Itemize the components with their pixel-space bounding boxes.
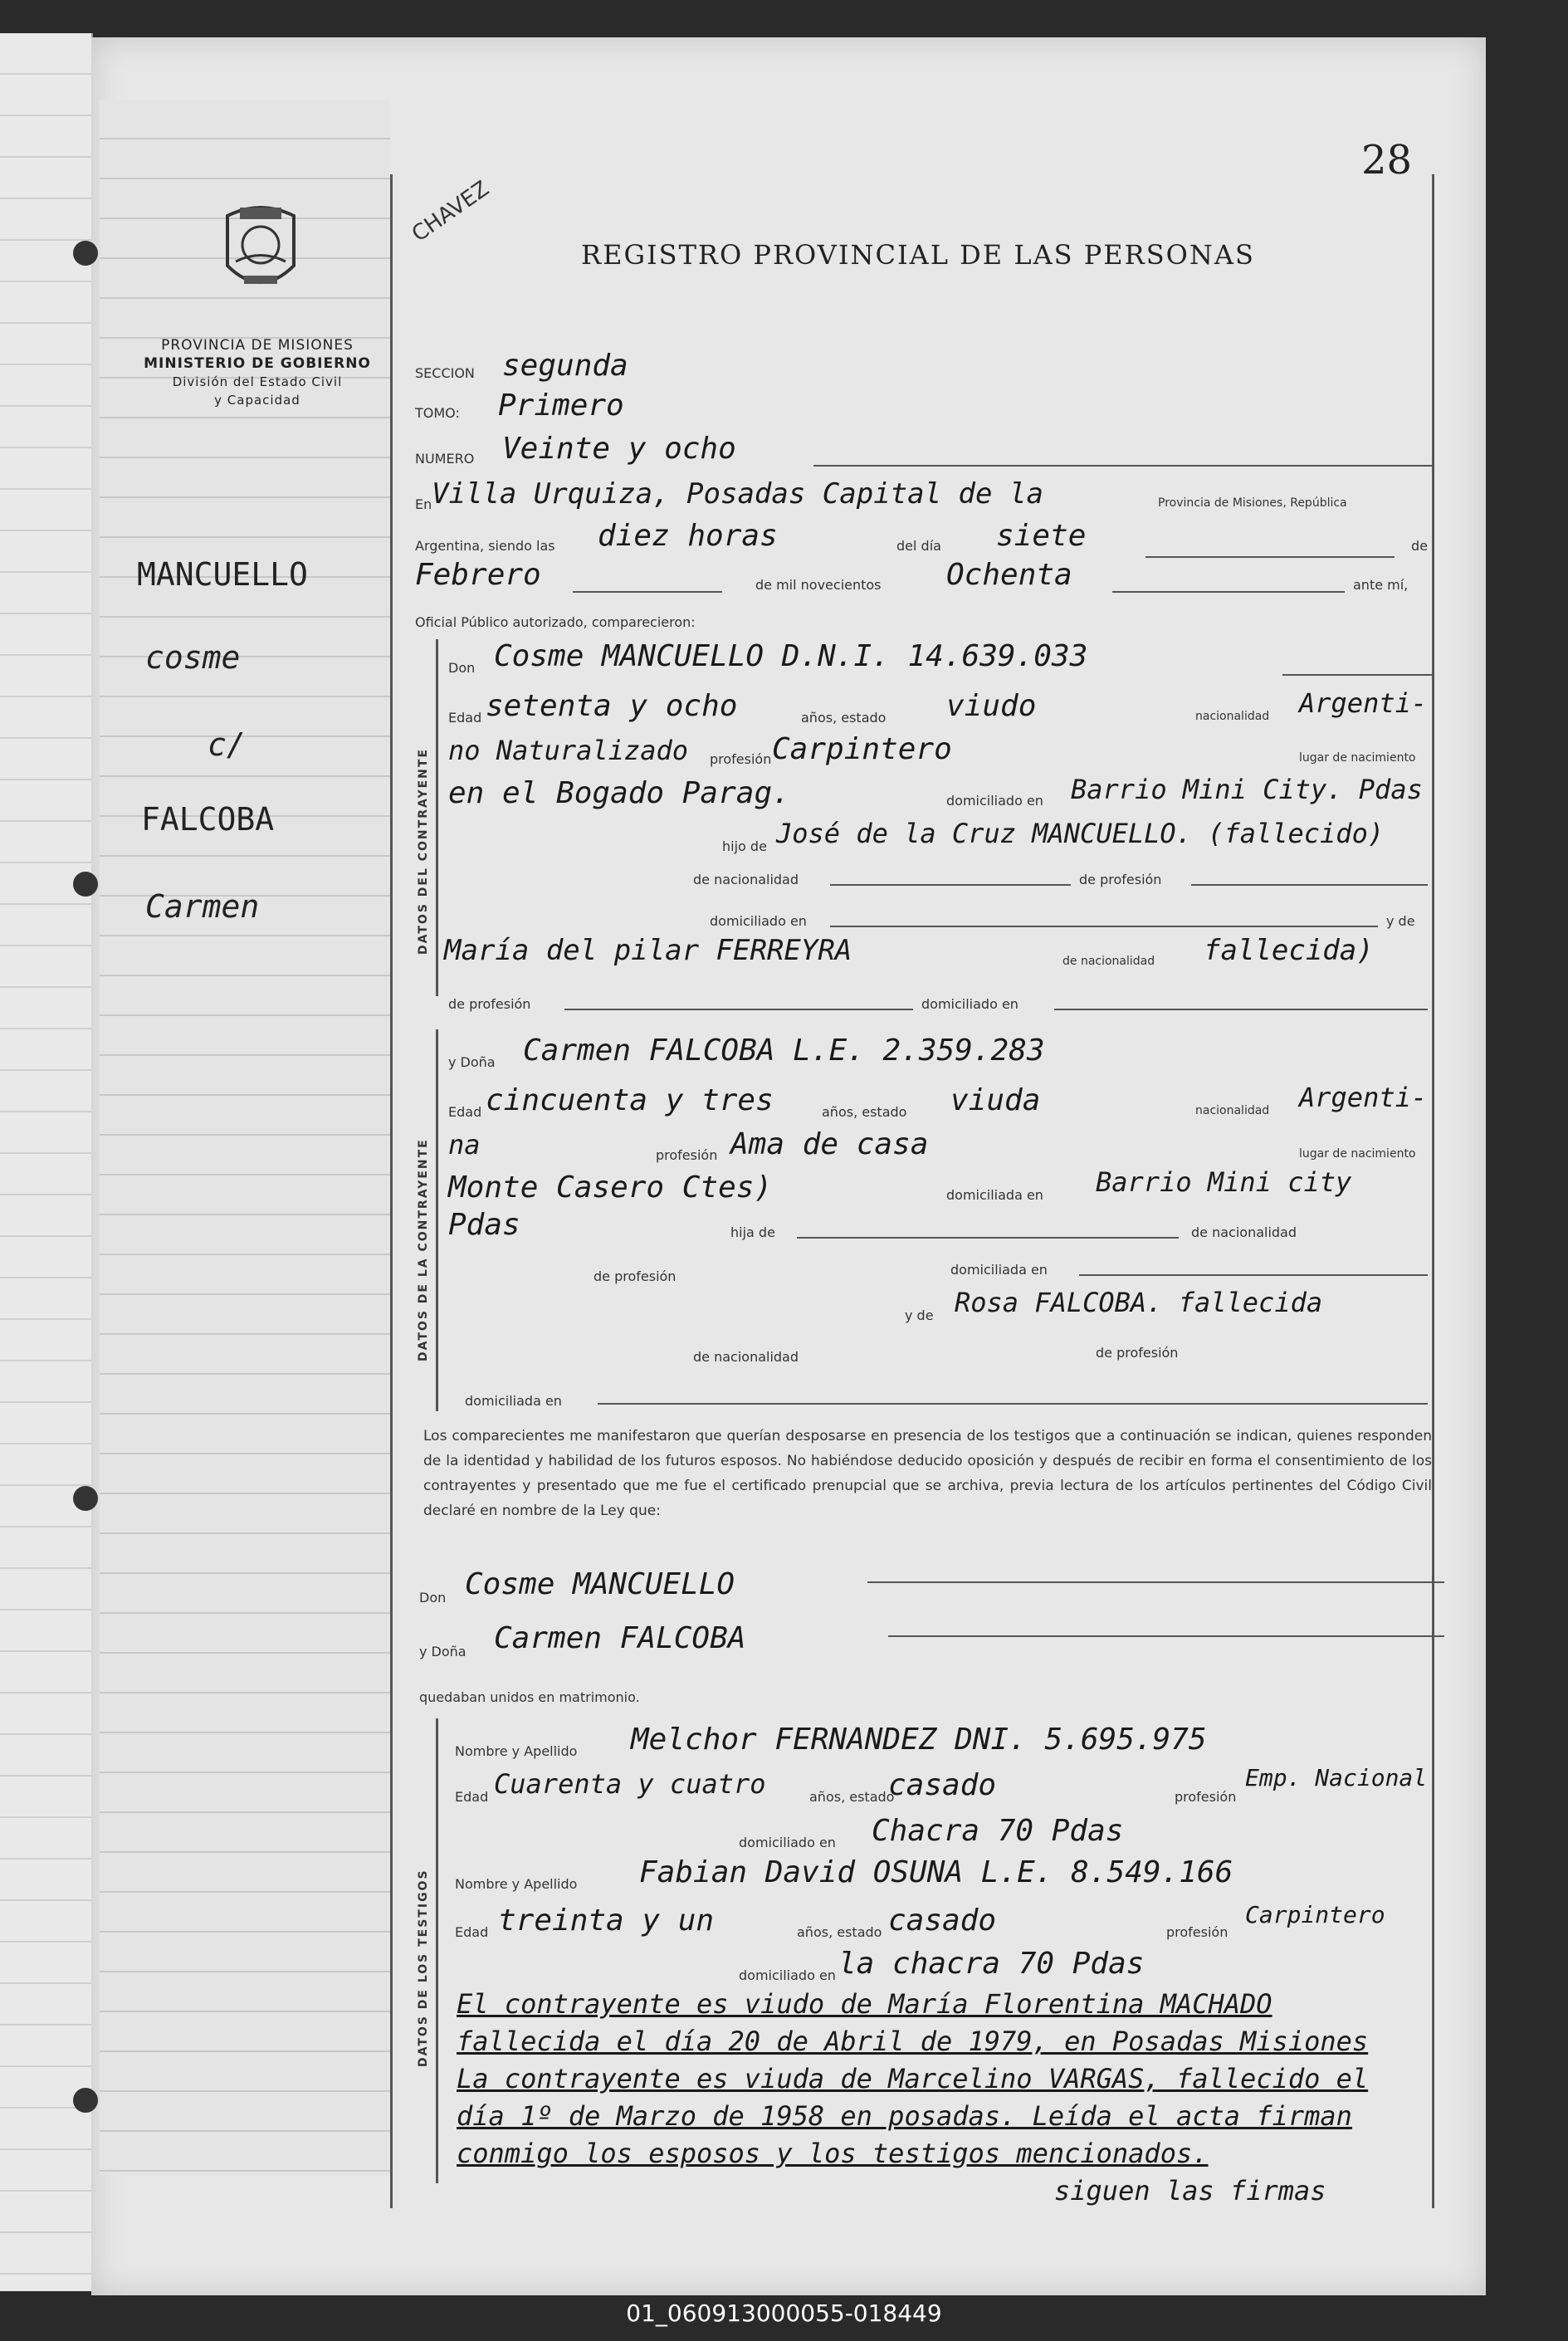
- line: [830, 884, 1071, 886]
- value-tomo: Primero: [498, 389, 624, 423]
- label-anos-estado3: años, estado: [809, 1789, 895, 1805]
- value-don-lugar: en el Bogado Parag.: [448, 776, 790, 810]
- value-t1-nombre: Melchor FERNANDEZ DNI. 5.695.975: [631, 1723, 1207, 1757]
- label-domiciliada: domiciliada en: [946, 1187, 1043, 1203]
- margin-name-first: cosme: [145, 639, 241, 676]
- value-don-padre: José de la Cruz MANCUELLO. (fallecido): [776, 818, 1385, 849]
- label-oficial: Oficial Público autorizado, comparecieron:: [415, 614, 696, 630]
- label-de-mil: de mil novecientos: [755, 577, 882, 593]
- label-nombre-apellido: Nombre y Apellido: [455, 1743, 578, 1759]
- label-profesion3: profesión: [1175, 1789, 1237, 1805]
- value-t2-prof: Carpintero: [1245, 1901, 1385, 1928]
- label-seccion: SECCION: [415, 365, 475, 381]
- label-profesion2: profesión: [656, 1147, 718, 1163]
- value-anio: Ochenta: [946, 558, 1072, 592]
- value-dona-edad: cincuenta y tres: [486, 1083, 774, 1117]
- note-line-5: conmigo los esposos y los testigos mencionados.: [457, 2138, 1209, 2169]
- value-don-madre: María del pilar FERREYRA: [444, 934, 852, 967]
- label-domiciliada3: domiciliada en: [465, 1393, 562, 1409]
- right-border: [1432, 174, 1434, 2208]
- value-don-madre-estado: fallecida): [1204, 934, 1374, 967]
- value-t2-edad: treinta y un: [498, 1904, 715, 1938]
- label-anos-estado4: años, estado: [797, 1924, 882, 1940]
- label-lugar-nac2: lugar de nacimiento: [1299, 1147, 1416, 1161]
- value-t1-prof: Emp. Nacional: [1245, 1764, 1428, 1791]
- label-edad2: Edad: [448, 1104, 482, 1120]
- value-declara-don: Cosme MANCUELLO: [465, 1567, 735, 1601]
- label-domiciliado2: domiciliado en: [710, 913, 807, 929]
- line: [888, 1635, 1444, 1637]
- previous-page-edge: [0, 33, 93, 2291]
- label-de-nac2: de nacionalidad: [1062, 955, 1155, 968]
- value-don-estado: viudo: [946, 689, 1037, 723]
- value-don-nac: Argenti-: [1299, 687, 1428, 719]
- note-line-3: La contrayente es viuda de Marcelino VARGAS, fallecido el: [457, 2063, 1369, 2094]
- label-edad3: Edad: [455, 1789, 489, 1805]
- value-don-dom: Barrio Mini City. Pdas: [1071, 774, 1423, 805]
- signatures-follow: siguen las firmas: [1054, 2175, 1326, 2207]
- label-domiciliado: domiciliado en: [946, 793, 1043, 809]
- value-don-edad: setenta y ocho: [486, 689, 738, 723]
- value-dona-dom2: Pdas: [448, 1208, 520, 1242]
- value-don-nombre: Cosme MANCUELLO D.N.I. 14.639.033: [494, 639, 1088, 673]
- label-quedaban: quedaban unidos en matrimonio.: [419, 1689, 640, 1705]
- line: [867, 1581, 1444, 1583]
- line: [564, 1009, 913, 1010]
- testigos-box: [436, 1718, 438, 2183]
- label-anos-estado: años, estado: [801, 710, 887, 726]
- binding-hole: [73, 241, 98, 266]
- note-line-4: día 1º de Marzo de 1958 en posadas. Leída el acta firman: [457, 2100, 1352, 2132]
- label-de-prof4: de profesión: [1096, 1345, 1179, 1361]
- page-title: REGISTRO PROVINCIAL DE LAS PERSONAS: [581, 239, 1255, 271]
- line: [1079, 1274, 1428, 1276]
- label-de-nac: de nacionalidad: [693, 872, 799, 887]
- line: [1282, 674, 1432, 676]
- label-numero: NUMERO: [415, 451, 475, 467]
- label-tomo: TOMO:: [415, 405, 460, 421]
- value-dona-prof: Ama de casa: [730, 1127, 929, 1161]
- value-don-prof: Carpintero: [772, 732, 952, 766]
- value-dona-nac2: na: [448, 1129, 481, 1161]
- label-edad4: Edad: [455, 1924, 489, 1940]
- margin-name-surname2: FALCOBA: [141, 801, 275, 838]
- file-id-caption: 01_060913000055-018449: [626, 2299, 942, 2327]
- section-label-contrayente: DATOS DEL CONTRAYENTE: [417, 747, 430, 955]
- label-de-prof2: de profesión: [448, 996, 531, 1012]
- label-hijo-de: hijo de: [722, 838, 767, 854]
- label-y-dona2: y Doña: [419, 1644, 466, 1659]
- value-lugar: Villa Urquiza, Posadas Capital de la: [432, 477, 1043, 511]
- value-mes: Febrero: [415, 558, 541, 592]
- label-y-dona: y Doña: [448, 1054, 496, 1070]
- line: [1054, 1009, 1428, 1010]
- label-y-de2: y de: [905, 1307, 934, 1323]
- value-dona-madre: Rosa FALCOBA. fallecida: [955, 1287, 1323, 1318]
- value-t1-edad: Cuarenta y cuatro: [494, 1768, 766, 1800]
- value-dia: siete: [996, 519, 1087, 553]
- line: [598, 1403, 1428, 1405]
- label-de-nac3: de nacionalidad: [1191, 1224, 1297, 1240]
- page-number: 28: [1361, 137, 1413, 183]
- value-numero: Veinte y ocho: [502, 432, 736, 466]
- value-dona-lugar: Monte Casero Ctes): [448, 1170, 773, 1205]
- note-line-1: El contrayente es viudo de María Florentina MACHADO: [457, 1988, 1272, 2020]
- label-profesion4: profesión: [1166, 1924, 1229, 1940]
- contrayenta-box: [436, 1029, 438, 1411]
- label-provincia: Provincia de Misiones, República: [1158, 496, 1347, 510]
- line: [1112, 591, 1345, 593]
- label-nacionalidad2: nacionalidad: [1195, 1104, 1270, 1117]
- label-ante-mi: ante mí,: [1353, 577, 1409, 593]
- label-y-de: y de: [1386, 913, 1415, 929]
- value-horas: diez horas: [598, 519, 778, 553]
- margin-conj: c/: [208, 726, 246, 763]
- binding-hole: [73, 1486, 98, 1511]
- label-argentina: Argentina, siendo las: [415, 538, 555, 554]
- label-nombre-apellido2: Nombre y Apellido: [455, 1876, 578, 1892]
- org-heading: PROVINCIA DE MISIONES MINISTERIO DE GOBIERNO División del Estado Civil y Capacidad: [144, 337, 371, 408]
- value-dona-nac: Argenti-: [1299, 1082, 1428, 1113]
- margin-name-surname: MANCUELLO: [137, 556, 308, 593]
- label-en: En: [415, 496, 432, 512]
- margin-column: [100, 100, 390, 2175]
- margin-divider: [390, 174, 393, 2208]
- value-seccion: segunda: [502, 349, 628, 383]
- label-lugar-nac: lugar de nacimiento: [1299, 751, 1416, 765]
- value-dona-dom: Barrio Mini city: [1096, 1166, 1352, 1198]
- line: [573, 591, 722, 593]
- label-anos-estado2: años, estado: [822, 1104, 907, 1120]
- binding-hole: [73, 872, 98, 897]
- label-nacionalidad: nacionalidad: [1195, 710, 1270, 723]
- provincial-seal-icon: [211, 199, 310, 299]
- line: [813, 465, 1432, 467]
- binding-hole: [73, 2088, 98, 2113]
- declaration-paragraph: Los comparecientes me manifestaron que querían desposarse en presencia de los testigos que a continuación se indican, quienes responden de la identidad y habilidad de los futuros esposos. No habiéndose deducido oposición y después de recibir en forma el consentimiento de los contrayentes y presentado que me fue el certificado prenupcial que se archiva, previa lectura de los artículos pertinentes del Código Civil declaré en nombre de la Ley que:: [423, 1428, 1432, 1519]
- label-edad: Edad: [448, 710, 482, 726]
- value-t2-estado: casado: [888, 1904, 997, 1938]
- value-dona-nombre: Carmen FALCOBA L.E. 2.359.283: [523, 1034, 1045, 1068]
- label-de-prof3: de profesión: [593, 1268, 677, 1284]
- line: [1191, 884, 1428, 886]
- label-del-dia: del día: [896, 538, 941, 554]
- chavez-stamp: CHAVEZ: [407, 176, 494, 247]
- value-t2-nombre: Fabian David OSUNA L.E. 8.549.166: [639, 1855, 1233, 1889]
- note-line-2: fallecida el día 20 de Abril de 1979, en Posadas Misiones: [457, 2026, 1369, 2057]
- value-t1-estado: casado: [888, 1768, 997, 1802]
- label-profesion: profesión: [710, 751, 772, 767]
- line: [830, 926, 1378, 927]
- section-label-contrayenta: DATOS DE LA CONTRAYENTE: [417, 1138, 430, 1361]
- value-t2-dom: la chacra 70 Pdas: [838, 1947, 1145, 1981]
- contrayente-box: [436, 639, 438, 996]
- section-label-testigos: DATOS DE LOS TESTIGOS: [417, 1869, 430, 2067]
- value-don-nac2: no Naturalizado: [448, 735, 688, 766]
- value-t1-dom: Chacra 70 Pdas: [872, 1814, 1124, 1848]
- label-domiciliado5: domiciliado en: [739, 1967, 836, 1983]
- label-de-nac4: de nacionalidad: [693, 1349, 799, 1365]
- label-de: de: [1411, 538, 1428, 554]
- value-dona-estado: viuda: [950, 1083, 1041, 1117]
- label-domiciliado4: domiciliado en: [739, 1835, 836, 1850]
- label-de-prof: de profesión: [1079, 872, 1162, 887]
- label-hija-de: hija de: [730, 1224, 775, 1240]
- label-domiciliada2: domiciliada en: [950, 1262, 1048, 1278]
- line: [1145, 556, 1395, 558]
- label-don: Don: [448, 660, 476, 676]
- line: [797, 1237, 1179, 1239]
- label-don2: Don: [419, 1590, 447, 1605]
- value-declara-dona: Carmen FALCOBA: [494, 1621, 746, 1655]
- label-domiciliado3: domiciliado en: [921, 996, 1018, 1012]
- margin-name-first2: Carmen: [145, 888, 260, 925]
